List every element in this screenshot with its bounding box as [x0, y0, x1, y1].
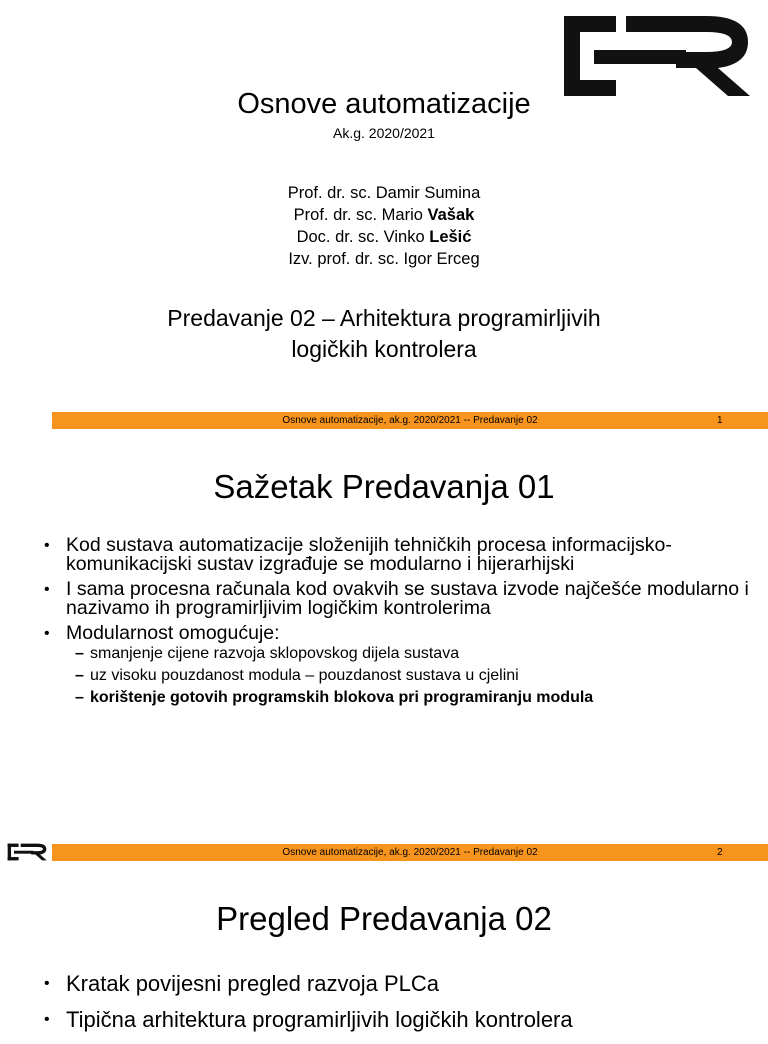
author-line: Prof. dr. sc. Mario Vašak [293, 206, 475, 224]
footer-text: Osnove automatizacije, ak.g. 2020/2021 -- Predavanje 02 [282, 415, 538, 426]
footer-text: Osnove automatizacije, ak.g. 2020/2021 -- Predavanje 02 [282, 847, 538, 858]
slide-title: Sažetak Predavanja 01 [213, 468, 555, 505]
lecture-title-line: Predavanje 02 – Arhitektura programirljivih [167, 305, 601, 331]
page-number: 1 [717, 415, 723, 426]
sub-list-item: – korištenje gotovih programskih blokova pri programiranju modula [75, 689, 594, 706]
author-list [0, 182, 768, 270]
list-item: • I sama procesna računala kod ovakvih se sustava izvode najčešće modularno i nazivamo ih programirljivim logičkim kontrolerima [42, 580, 757, 618]
footer-bar [52, 844, 768, 861]
fer-logo [6, 842, 48, 862]
list-item: • Modularnost omogućuje: [42, 624, 757, 643]
list-item: • Kratak povijesni pregled razvoja PLCa [42, 972, 757, 996]
lecture-title-line: logičkih kontrolera [291, 336, 477, 362]
author-line: Izv. prof. dr. sc. Igor Erceg [288, 250, 480, 268]
footer-bar [52, 412, 768, 429]
page-number: 2 [717, 847, 723, 858]
fer-logo [556, 12, 756, 100]
sub-list-item: – uz visoku pouzdanost modula – pouzdanost sustava u cjelini [75, 667, 519, 684]
author-line: Doc. dr. sc. Vinko Lešić [296, 228, 472, 246]
academic-year: Ak.g. 2020/2021 [333, 125, 435, 141]
slide-title: Pregled Predavanja 02 [216, 900, 552, 937]
list-item: • Tipična arhitektura programirljivih logičkih kontrolera [42, 1008, 757, 1032]
list-item: • Kod sustava automatizacije složenijih tehničkih procesa informacijsko-komunikacijski sustav izgrađuje se modularno i hijerarhijski [42, 536, 757, 574]
lecture-title [0, 303, 768, 365]
bullet-list [42, 536, 757, 709]
sub-list-item: – smanjenje cijene razvoja sklopovskog dijela sustava [75, 645, 460, 662]
presentation-title: Osnove automatizacije [237, 88, 531, 120]
author-line: Prof. dr. sc. Damir Sumina [287, 184, 481, 202]
bullet-list [42, 972, 757, 1044]
